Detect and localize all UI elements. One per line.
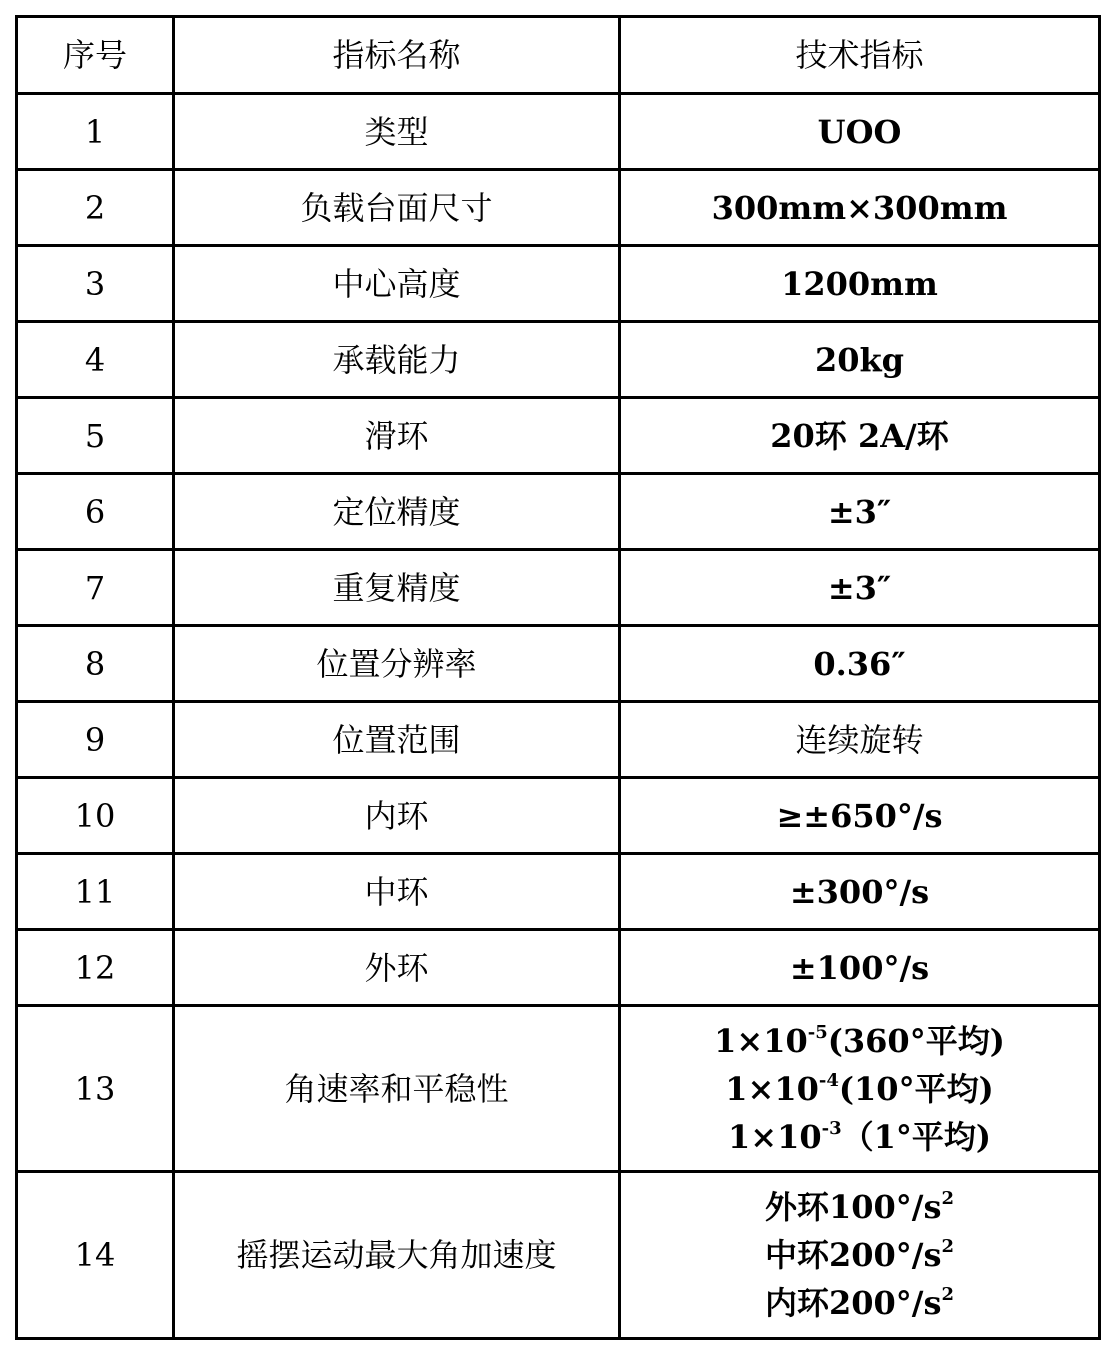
- table-row: [17, 550, 1100, 626]
- table-row: [17, 246, 1100, 322]
- table-row: [17, 1172, 1100, 1339]
- row-value: ±3″: [620, 474, 1100, 550]
- row-name: 位置分辨率: [174, 626, 620, 702]
- table-row: [17, 1006, 1100, 1172]
- row-value: 1200mm: [620, 246, 1100, 322]
- row-name: 外环: [174, 930, 620, 1006]
- row-name: 滑环: [174, 398, 620, 474]
- row-name: 类型: [174, 94, 620, 170]
- row-name: 负载台面尺寸: [174, 170, 620, 246]
- row-no: 3: [17, 246, 174, 322]
- value-line: $1\times 10^{-5}(360^\circ$平均): [714, 1021, 1005, 1060]
- value-line: 内环$200^\circ/s^2$: [764, 1284, 955, 1322]
- row-no: 13: [17, 1006, 174, 1172]
- row-name: 角速率和平稳性: [174, 1006, 620, 1172]
- header-row: [17, 17, 1100, 94]
- row-value: 20kg: [620, 322, 1100, 398]
- row-no: 10: [17, 778, 174, 854]
- table-row: [17, 322, 1100, 398]
- row-value: UOO: [620, 94, 1100, 170]
- row-value: ≥±650°/s: [620, 778, 1100, 854]
- row-name: 内环: [174, 778, 620, 854]
- row-value: 20环 2A/环: [620, 398, 1100, 474]
- row-no: 5: [17, 398, 174, 474]
- row-name: 位置范围: [174, 702, 620, 778]
- row-value: 0.36″: [620, 626, 1100, 702]
- table-row: [17, 930, 1100, 1006]
- row-value: ±3″: [620, 550, 1100, 626]
- row-name: 中心高度: [174, 246, 620, 322]
- row-no: 9: [17, 702, 174, 778]
- table-row: [17, 94, 1100, 170]
- row-no: 7: [17, 550, 174, 626]
- table-row: [17, 778, 1100, 854]
- row-no: 4: [17, 322, 174, 398]
- value-line: $1\times 10^{-3}(1^\circ$平均): [727, 1117, 992, 1156]
- table-row: [17, 170, 1100, 246]
- value-line: 外环$100^\circ/s^2$: [764, 1188, 955, 1226]
- table-row: [17, 474, 1100, 550]
- spec-table: [15, 15, 1101, 1340]
- table-row: [17, 626, 1100, 702]
- row-no: 2: [17, 170, 174, 246]
- row-value: ±300°/s: [620, 854, 1100, 930]
- row-no: 14: [17, 1172, 174, 1339]
- row-name: 中环: [174, 854, 620, 930]
- row-name: 重复精度: [174, 550, 620, 626]
- table-row: [17, 702, 1100, 778]
- row-no: 8: [17, 626, 174, 702]
- row-value: [620, 1006, 1100, 1172]
- value-line: 中环$200^\circ/s^2$: [764, 1236, 955, 1274]
- header-name: 指标名称: [174, 17, 620, 94]
- row-name: 承载能力: [174, 322, 620, 398]
- row-name: 摇摆运动最大角加速度: [174, 1172, 620, 1339]
- value-line: $1\times 10^{-4}(10^\circ$平均): [725, 1069, 994, 1108]
- header-value: 技术指标: [620, 17, 1100, 94]
- row-value: 连续旋转: [620, 702, 1100, 778]
- table-row: [17, 854, 1100, 930]
- row-value: ±100°/s: [620, 930, 1100, 1006]
- row-value: 300mm×300mm: [620, 170, 1100, 246]
- row-no: 11: [17, 854, 174, 930]
- table-row: [17, 398, 1100, 474]
- row-name: 定位精度: [174, 474, 620, 550]
- row-no: 6: [17, 474, 174, 550]
- row-value: [620, 1172, 1100, 1339]
- header-no: 序号: [17, 17, 174, 94]
- row-no: 12: [17, 930, 174, 1006]
- row-no: 1: [17, 94, 174, 170]
